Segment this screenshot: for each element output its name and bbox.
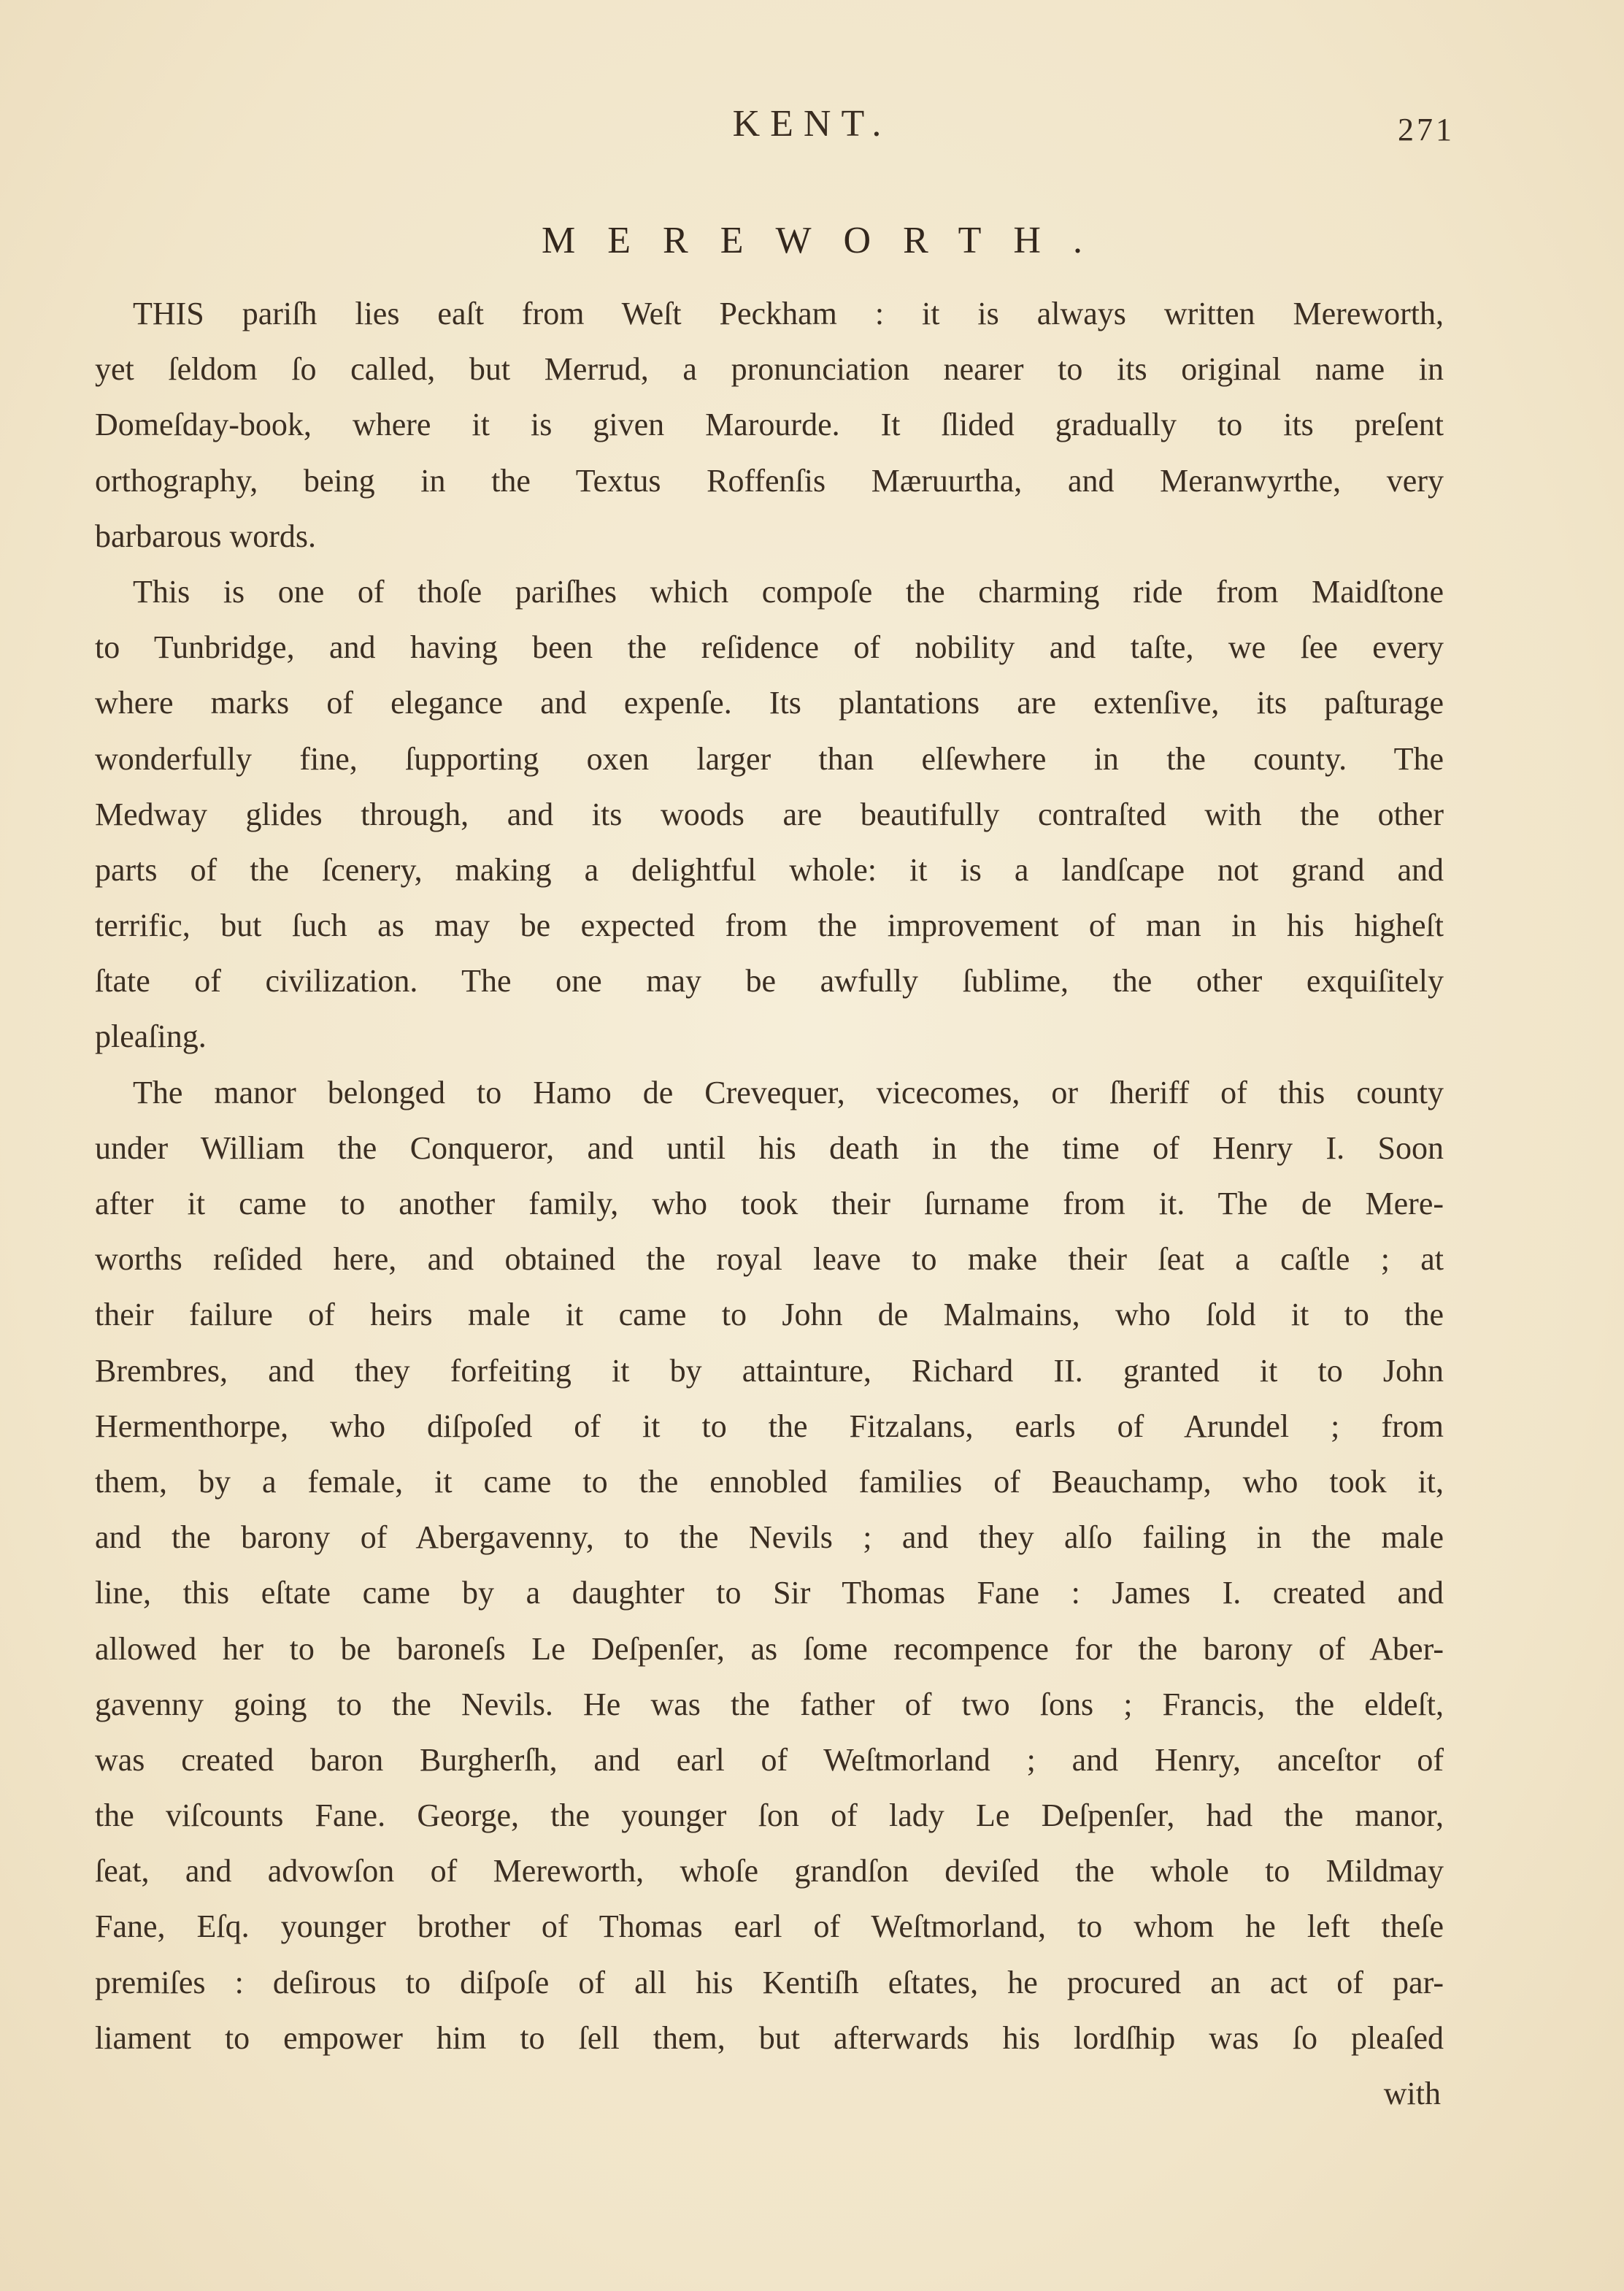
text-line: wonderfully fine, ſupporting oxen larger than elſewhere in the county. The — [95, 740, 1444, 777]
page-number: 271 — [1398, 112, 1455, 147]
text-line: them, by a female, it came to the ennobled families of Beauchamp, who took it, — [95, 1463, 1444, 1500]
text-line: gavenny going to the Nevils. He was the father of two ſons ; Francis, the eldeſt, — [95, 1686, 1444, 1722]
text-line: orthography, being in the Textus Roffenſis Mæruurtha, and Meranwyrthe, very — [95, 462, 1444, 499]
text-line: yet ſeldom ſo called, but Merrud, a pronunciation nearer to its original name in — [95, 351, 1444, 388]
running-head: KENT. — [732, 103, 892, 145]
text-line: This is one of thoſe pariſhes which compoſe the charming ride from Maidſtone — [133, 573, 1444, 610]
text-line: terrific, but ſuch as may be expected from the improvement of man in his higheſt — [95, 907, 1444, 944]
text-line: where marks of elegance and expenſe. Its plantations are extenſive, its paſturage — [95, 685, 1444, 721]
text-line: Fane, Eſq. younger brother of Thomas earl of Weſtmorland, to whom he left theſe — [95, 1908, 1444, 1945]
section-title: MEREWORTH. — [542, 220, 1115, 261]
text-line: allowed her to be baroneſs Le Deſpenſer, as ſome recompence for the barony of Aber- — [95, 1630, 1444, 1667]
text-line: parts of the ſcenery, making a delightful whole: it is a landſcape not grand and — [95, 851, 1444, 888]
text-line: under William the Conqueror, and until his death in the time of Henry I. Soon — [95, 1129, 1444, 1166]
text-line: and the barony of Abergavenny, to the Nevils ; and they alſo failing in the male — [95, 1519, 1444, 1556]
text-line: THIS pariſh lies eaſt from Weſt Peckham : it is always written Mereworth, — [133, 296, 1444, 331]
text-line: was created baron Burgherſh, and earl of Weſtmorland ; and Henry, anceſtor of — [95, 1741, 1444, 1778]
text-line: Domeſday-book, where it is given Marourde. It ſlided gradually to its preſent — [95, 407, 1444, 443]
text-line: barbarous words. — [95, 518, 317, 554]
body-text — [95, 286, 1444, 2122]
text-line: to Tunbridge, and having been the reſidence of nobility and taſte, we ſee every — [95, 629, 1444, 666]
text-line: Brembres, and they forfeiting it by attainture, Richard II. granted it to John — [95, 1352, 1444, 1389]
text-line: premiſes : deſirous to diſpoſe of all his Kentiſh eſtates, he procured an act of par- — [95, 1964, 1444, 2000]
text-line: Medway glides through, and its woods are beautifully contraſted with the other — [95, 796, 1444, 832]
text-line: line, this eſtate came by a daughter to Sir Thomas Fane : James I. created and — [95, 1575, 1444, 1611]
text-line: Hermenthorpe, who diſpoſed of it to the Fitzalans, earls of Arundel ; from — [95, 1408, 1444, 1444]
text-line: the viſcounts Fane. George, the younger ſon of lady Le Deſpenſer, had the manor, — [95, 1797, 1444, 1834]
text-line: ſeat, and advowſon of Mereworth, whoſe grandſon deviſed the whole to Mildmay — [95, 1853, 1444, 1889]
text-line: liament to empower him to ſell them, but afterwards his lordſhip was ſo pleaſed — [95, 2019, 1444, 2056]
text-line: The manor belonged to Hamo de Crevequer, vicecomes, or ſheriff of this county — [133, 1074, 1444, 1110]
text-line: ſtate of civilization. The one may be awfully ſublime, the other exquiſitely — [95, 963, 1444, 999]
text-line: their failure of heirs male it came to John de Malmains, who ſold it to the — [95, 1297, 1444, 1333]
text-line: pleaſing. — [95, 1018, 207, 1055]
catchword: with — [1383, 2076, 1441, 2111]
text-line: after it came to another family, who took their ſurname from it. The de Mere- — [95, 1186, 1444, 1221]
text-line: worths reſided here, and obtained the royal leave to make their ſeat a caſtle ; at — [95, 1241, 1444, 1278]
